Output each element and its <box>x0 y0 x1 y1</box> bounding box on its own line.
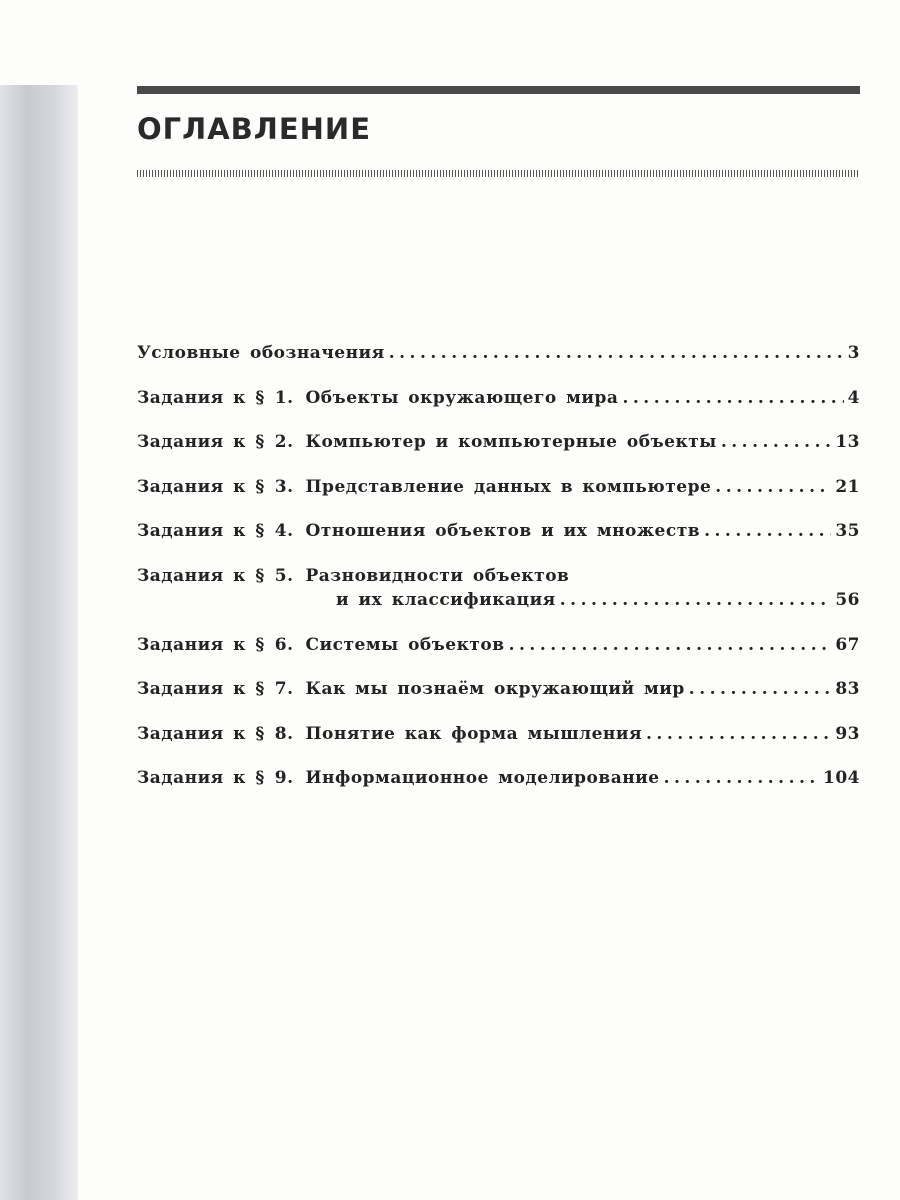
leader-dots <box>721 430 832 455</box>
hatched-rule <box>137 170 860 177</box>
toc-entry-4[interactable] <box>137 519 860 564</box>
toc-page-number: 13 <box>835 432 860 452</box>
toc-entry-prefix: Задания к § <box>137 432 265 452</box>
toc-page-number: 4 <box>847 387 860 408</box>
leader-dots <box>389 341 844 366</box>
table-of-contents <box>137 341 860 811</box>
toc-entry-prefix: Задания к § <box>137 679 265 699</box>
toc-page-number: 21 <box>835 476 860 497</box>
toc-entry-title: Как мы познаём окружающий мир <box>305 679 685 699</box>
toc-section-number: 6. <box>274 634 294 655</box>
toc-section-number: 9. <box>274 768 294 788</box>
toc-entry-prefix: Задания к § <box>137 521 265 541</box>
toc-entry-title-continued: и их классификация <box>336 589 556 610</box>
toc-entry-title: Понятие как форма мышления <box>305 723 643 744</box>
leader-dots <box>560 588 832 613</box>
toc-page-number: 35 <box>835 521 860 541</box>
toc-entry-5[interactable] <box>137 564 860 633</box>
toc-entry-legend[interactable] <box>137 341 860 386</box>
toc-entry-prefix: Задания к § <box>137 476 265 497</box>
side-color-strip <box>0 85 78 1200</box>
toc-section-number: 3. <box>274 476 294 497</box>
toc-page-number: 3 <box>847 343 860 363</box>
toc-entry-title: Компьютер и компьютерные объекты <box>305 432 717 452</box>
leader-dots <box>664 766 819 791</box>
toc-section-number: 8. <box>274 723 294 744</box>
toc-entry-6[interactable] <box>137 633 860 678</box>
toc-entry-2[interactable] <box>137 430 860 475</box>
toc-entry-title: Системы объектов <box>305 634 505 655</box>
toc-entry-prefix: Задания к § <box>137 565 265 586</box>
leader-dots <box>689 677 832 702</box>
toc-entry-3[interactable] <box>137 475 860 520</box>
toc-entry-title: Представление данных в компьютере <box>305 476 712 497</box>
toc-entry-1[interactable] <box>137 386 860 431</box>
leader-dots <box>715 475 831 500</box>
toc-page-number: 83 <box>835 679 860 699</box>
toc-entry-title: Отношения объектов и их множеств <box>305 521 701 541</box>
toc-section-number: 5. <box>274 565 294 586</box>
toc-entry-prefix: Задания к § <box>137 387 265 408</box>
toc-section-number: 4. <box>274 521 294 541</box>
leader-dots <box>704 519 831 544</box>
toc-entry-prefix: Задания к § <box>137 768 265 788</box>
toc-page-number: 56 <box>835 589 860 610</box>
page-title: ОГЛАВЛЕНИЕ <box>137 112 372 146</box>
toc-entry-prefix: Задания к § <box>137 634 265 655</box>
toc-section-number: 7. <box>274 679 294 699</box>
top-rule <box>137 86 860 94</box>
toc-page-number: 93 <box>835 723 860 744</box>
toc-entry-title: Разновидности объектов <box>305 565 570 586</box>
toc-entry-title: Объекты окружающего мира <box>305 387 619 408</box>
toc-entry-title: Условные обозначения <box>137 343 385 363</box>
toc-entry-7[interactable] <box>137 677 860 722</box>
toc-entry-8[interactable] <box>137 722 860 767</box>
leader-dots <box>509 633 832 658</box>
toc-section-number: 1. <box>274 387 294 408</box>
leader-dots <box>646 722 831 747</box>
leader-dots <box>622 386 843 411</box>
toc-entry-title: Информационное моделирование <box>305 768 660 788</box>
toc-page-number: 104 <box>823 768 860 788</box>
toc-page-number: 67 <box>835 634 860 655</box>
toc-section-number: 2. <box>274 432 294 452</box>
toc-entry-prefix: Задания к § <box>137 723 265 744</box>
toc-entry-9[interactable] <box>137 766 860 811</box>
